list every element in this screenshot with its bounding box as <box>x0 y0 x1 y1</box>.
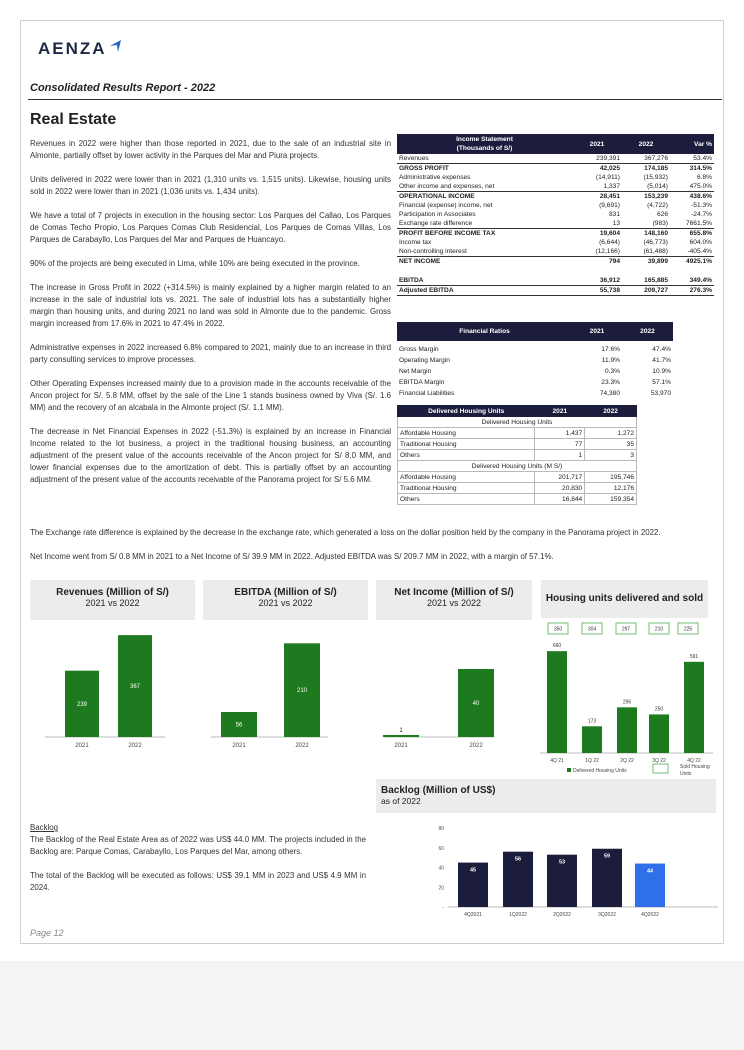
table-cell: 165,885 <box>644 277 668 284</box>
paragraph: We have a total of 7 projects in execution in the housing sector: Los Parques del Callao, Los Parques de Comas Techo Propio, Los Parques Comas Club Residencial, Los Parques de Comas Villas, Los Parques de Carabayllo, Los Parques del Mar and Parques de Huancayo. <box>30 211 391 244</box>
paragraph: The decrease in Net Financial Expenses in 2022 (-51.3%) is explained by an increase in Financial Income related to the lot business, a project in the traditional housing business, an accounting adjustment of the present value of the accounts receivable of the Ancon project for S/ 8.0 MM, and lower financial expenses due to the amortization of debt. This is partially offset by an accounting adjustment of the present value of the accounts receivable of the Panorama project for S/ 5.6 MM. <box>30 427 391 484</box>
tick-label: 4Q2022 <box>641 912 659 918</box>
legend-swatch <box>567 768 571 772</box>
data-label: 304 <box>587 626 597 633</box>
table-cell: 367,276 <box>644 155 668 162</box>
table-cell: 159,354 <box>585 494 637 505</box>
table-cell: 1 <box>535 450 585 461</box>
paragraph: Units delivered in 2022 were lower than in 2021 (1,310 units vs. 1,515 units). Likewise, housing units sold in 2022 were lower than in 2021 (1,036 units vs. 1,434 units). <box>30 175 391 196</box>
table-cell: GROSS PROFIT <box>397 164 572 174</box>
table-cell: 39,899 <box>622 257 670 267</box>
table-cell: 55,738 <box>572 286 622 296</box>
table-cell: 1,272 <box>585 428 637 439</box>
paragraph: The increase in Gross Profit in 2022 (+314.5%) is mainly explained by a higher margin related to an increase in the sale of industrial lots vs. 2021. The sale of industrial lots has a substantially higher margin than housing units, and during 2021 no land was sold in Almonte due to the pandemic. Gross margin increased from 17.6% in 2021 to 47.4% in 2022. <box>30 283 391 328</box>
table-row <box>397 154 714 164</box>
header-cell: Financial Ratios <box>397 322 572 341</box>
table-row <box>398 494 637 505</box>
data-label: 591 <box>689 653 699 660</box>
table-cell: 794 <box>572 257 622 267</box>
table-cell: Traditional Housing <box>398 483 535 494</box>
table-cell: 148,160 <box>622 229 670 239</box>
full-text-block <box>30 527 716 563</box>
delivered-units-table <box>397 405 637 505</box>
table-cell: 1,337 <box>603 183 620 190</box>
table-header <box>397 322 673 341</box>
table-cell: Affordable Housing <box>398 428 535 439</box>
table-cell: Administrative expenses <box>399 174 471 181</box>
housing-card <box>541 580 708 618</box>
sold-units-marker <box>649 623 669 634</box>
table-cell: 53,970 <box>650 390 671 397</box>
table-cell: 195,746 <box>585 472 637 483</box>
table-cell: 4925.1% <box>670 257 714 267</box>
y-tick-label: 40 <box>438 865 444 872</box>
header-cell <box>397 134 572 154</box>
table-row <box>397 164 714 174</box>
tick-label: 2022 <box>295 743 309 749</box>
legend-swatch <box>653 764 668 773</box>
left-text-column <box>30 138 391 486</box>
table-cell: 12,176 <box>585 483 637 494</box>
table-cell: Exchange rate difference <box>399 220 473 227</box>
table-cell: 314.5% <box>670 164 714 174</box>
y-tick-label: 60 <box>438 845 444 852</box>
financial-ratios-table <box>397 322 673 399</box>
table-row <box>398 472 637 483</box>
bar <box>649 714 669 753</box>
table-cell: -24.7% <box>691 211 712 218</box>
backlog-text <box>30 822 366 894</box>
tick-label: 4Q 22 <box>687 758 701 764</box>
table-cell: Revenues <box>399 155 429 162</box>
housing-chart <box>538 620 718 790</box>
table-cell: PROFIT BEFORE INCOME TAX <box>397 229 572 239</box>
bar <box>582 726 602 753</box>
table-cell: Operating Margin <box>399 357 450 364</box>
table-cell: Other income and expenses, net <box>399 183 495 190</box>
table-row <box>397 247 714 257</box>
table-cell: (6,644) <box>599 239 620 246</box>
table-cell: (4,722) <box>647 202 668 209</box>
table-row <box>397 366 673 377</box>
table-cell: Gross Margin <box>399 346 439 353</box>
card-title: Backlog (Million of US$) <box>381 785 496 796</box>
table-subheader <box>398 417 637 428</box>
table-row <box>397 201 714 210</box>
paragraph: Net Income went from S/ 0.8 MM in 2021 to a Net Income of S/ 39.9 MM in 2022. Adjusted EBITDA was S/ 209.7 MM in 2022, with a margin of 57.1%. <box>30 552 554 561</box>
tick-label: 2Q2022 <box>553 912 571 918</box>
y-tick-label: 20 <box>438 885 444 892</box>
table-cell: -51.3% <box>691 202 712 209</box>
revenues-card <box>30 580 195 620</box>
header-cell: Delivered Housing Units <box>398 406 535 417</box>
table-cell: 201,717 <box>535 472 585 483</box>
table-cell: Financial (expense) income, net <box>399 202 493 209</box>
table-cell: Others <box>398 450 535 461</box>
data-label: 250 <box>654 706 664 713</box>
income-statement-table <box>397 134 714 296</box>
table-row <box>397 210 714 219</box>
table-cell: (15,932) <box>643 174 668 181</box>
page-gap <box>0 961 744 1050</box>
card-title: Net Income (Million of S/) <box>394 587 514 598</box>
backlog-heading: Backlog <box>30 823 59 832</box>
data-label: 350 <box>553 626 563 633</box>
table-row <box>398 439 637 450</box>
header-divider <box>28 99 722 100</box>
data-label: 296 <box>622 699 632 706</box>
table-cell: 74,380 <box>599 390 620 397</box>
bar <box>383 735 419 737</box>
table-row <box>397 192 714 202</box>
table-cell: 16,844 <box>535 494 585 505</box>
tick-label: 2021 <box>394 743 408 749</box>
table-cell: Non-controlling interest <box>399 248 467 255</box>
table-cell: (46,773) <box>643 239 668 246</box>
table-cell: 349.4% <box>689 277 712 284</box>
header-cell: 2021 <box>572 322 622 341</box>
table-cell: 57.1% <box>652 379 671 386</box>
table-cell: NET INCOME <box>397 257 572 267</box>
card-subtitle: as of 2022 <box>381 796 421 806</box>
tick-label: 2Q 22 <box>620 758 634 764</box>
table-cell: Income tax <box>399 239 432 246</box>
revenues-chart <box>30 622 200 757</box>
table-cell: OPERATIONAL INCOME <box>397 192 572 202</box>
card-title: Revenues (Million of S/) <box>56 587 169 598</box>
tick-label: 3Q2022 <box>598 912 616 918</box>
table-cell: (9,691) <box>599 202 620 209</box>
table-header <box>398 406 637 417</box>
header-cell: 2021 <box>535 406 585 417</box>
table-row <box>397 276 714 286</box>
tick-label: 2021 <box>232 743 246 749</box>
report-title: Consolidated Results Report - 2022 <box>30 82 216 94</box>
table-cell: (14,911) <box>595 174 620 181</box>
table-cell: Net Margin <box>399 368 432 375</box>
table-cell: 153,239 <box>622 192 670 202</box>
table-cell: 209,727 <box>622 286 670 296</box>
paragraph: The Backlog of the Real Estate Area as of 2022 was US$ 44.0 MM. The projects included in the Backlog are: Parque Comas, Carabayllo, Los Parques del Mar, among others. <box>30 835 366 856</box>
table-row <box>397 229 714 239</box>
table-cell: EBITDA <box>399 277 424 284</box>
bar <box>684 662 704 753</box>
tick-label: 4Q 21 <box>550 758 564 764</box>
table-cell: (983) <box>652 220 668 227</box>
table-row <box>397 257 714 267</box>
table-row <box>397 182 714 192</box>
data-label: 225 <box>683 626 693 633</box>
table-cell: 19,604 <box>572 229 622 239</box>
table-cell: (5,014) <box>647 183 668 190</box>
backlog-card <box>376 779 716 813</box>
table-cell: 20,830 <box>535 483 585 494</box>
y-tick-label: 80 <box>438 826 444 832</box>
table-cell: 13 <box>612 220 620 227</box>
net-income-card <box>376 580 532 620</box>
table-cell: 47.4% <box>652 346 671 353</box>
table-cell: 626 <box>656 211 668 218</box>
table-header <box>397 134 714 154</box>
data-label: 1 <box>399 728 403 734</box>
table-row <box>397 344 673 355</box>
table-cell: 36,912 <box>599 277 620 284</box>
table-row <box>398 483 637 494</box>
table-row <box>397 238 714 247</box>
table-cell: Financial Liabilities <box>399 390 455 397</box>
header-cell: 2022 <box>585 406 637 417</box>
table-subheader <box>398 461 637 472</box>
paragraph: Administrative expenses in 2022 increased 6.8% compared to 2021, mainly due to an increase in third party consulting services to improve processes. <box>30 343 391 364</box>
data-label: 239 <box>76 701 88 708</box>
logo <box>38 39 123 59</box>
table-cell: 174,185 <box>622 164 670 174</box>
subheader-cell: Delivered Housing Units <box>398 417 637 428</box>
table-cell: 17.6% <box>601 346 620 353</box>
bar <box>547 651 567 753</box>
card-subtitle: 2021 vs 2022 <box>426 598 482 608</box>
table-cell: 28,451 <box>572 192 622 202</box>
tick-label: 2022 <box>128 743 142 749</box>
table-cell: -405.4% <box>687 248 712 255</box>
y-tick-label: - <box>442 905 444 911</box>
table-cell: Traditional Housing <box>398 439 535 450</box>
data-label: 367 <box>129 684 141 691</box>
header-cell: 2021 <box>572 134 622 154</box>
header-text: Income Statement <box>456 136 513 143</box>
table-cell: 35 <box>585 439 637 450</box>
tick-label: 3Q 22 <box>652 758 666 764</box>
table-cell: Others <box>398 494 535 505</box>
tick-label: 4Q2021 <box>464 912 482 918</box>
table-cell: 23.3% <box>601 379 620 386</box>
table-cell: Participation in Associates <box>399 211 476 218</box>
tick-label: 2021 <box>75 743 89 749</box>
data-label: 56 <box>514 856 522 863</box>
card-title: Housing units delivered and sold <box>545 593 704 604</box>
data-label: 56 <box>235 722 243 729</box>
table-cell: 438.6% <box>670 192 714 202</box>
data-label: 297 <box>621 626 631 633</box>
net-income-chart <box>376 622 536 757</box>
sold-units-marker <box>678 623 698 634</box>
card-subtitle: 2021 vs 2022 <box>258 598 313 608</box>
table-row <box>397 173 714 182</box>
subheader-cell: Delivered Housing Units (M S/) <box>398 461 637 472</box>
backlog-chart <box>420 820 720 920</box>
data-label: 40 <box>472 701 480 707</box>
table-cell: 276.3% <box>670 286 714 296</box>
legend-label: Sold Housing Units <box>680 764 710 777</box>
ebitda-chart <box>203 622 373 757</box>
table-cell: 0.3% <box>604 368 620 375</box>
logo-arrow-icon <box>109 39 123 53</box>
table-cell: Adjusted EBITDA <box>397 286 572 296</box>
tick-label: 1Q2022 <box>509 912 527 918</box>
table-cell: 41.7% <box>652 357 671 364</box>
card-subtitle: 2021 vs 2022 <box>85 598 140 608</box>
table-cell: (12,166) <box>595 248 620 255</box>
header-text: (Thousands of S/) <box>456 145 513 152</box>
bar <box>617 707 637 753</box>
table-cell: 6.8% <box>696 174 712 181</box>
table-row <box>397 355 673 366</box>
card-title: EBITDA (Million of S/) <box>234 587 337 598</box>
header-cell: 2022 <box>622 322 673 341</box>
tick-label: 2022 <box>469 743 483 749</box>
logo-text: AENZA <box>38 39 107 58</box>
table-cell: 239,391 <box>596 155 620 162</box>
paragraph: 90% of the projects are being executed in Lima, while 10% are being executed in the province. <box>30 259 360 268</box>
header-cell: Var % <box>670 134 714 154</box>
data-label: 210 <box>654 626 664 633</box>
data-label: 44 <box>646 868 654 875</box>
table-cell: 53.4% <box>693 155 712 162</box>
table-cell: 3 <box>585 450 637 461</box>
table-cell: Affordable Housing <box>398 472 535 483</box>
table-cell: 7661.5% <box>685 220 712 227</box>
paragraph: The Exchange rate difference is explained by the decrease in the exchange rate, which generated a loss on the dollar position held by the company in the Panorama project in 2022. <box>30 528 661 537</box>
table-cell: 1,437 <box>535 428 585 439</box>
table-row <box>397 219 714 229</box>
table-cell: 831 <box>608 211 620 218</box>
table-cell: EBITDA Margin <box>399 379 445 386</box>
legend-label: Delivered Housing Units <box>573 768 627 774</box>
table-row <box>398 428 637 439</box>
data-label: 173 <box>587 718 597 725</box>
data-label: 210 <box>296 688 308 695</box>
data-label: 45 <box>469 867 477 874</box>
table-cell: (61,488) <box>643 248 668 255</box>
table-cell: 475.0% <box>689 183 712 190</box>
header-cell: 2022 <box>622 134 670 154</box>
tick-label: 1Q 22 <box>585 758 599 764</box>
sold-units-marker <box>582 623 602 634</box>
table-cell: 42,025 <box>572 164 622 174</box>
table-cell: 655.8% <box>670 229 714 239</box>
data-label: 59 <box>603 853 611 860</box>
table-row <box>398 450 637 461</box>
table-cell: 10.9% <box>652 368 671 375</box>
table-cell: 604.0% <box>689 239 712 246</box>
sold-units-marker <box>548 623 568 634</box>
page-number: Page 12 <box>30 928 64 938</box>
table-row <box>397 377 673 388</box>
table-row <box>397 388 673 399</box>
paragraph: Revenues in 2022 were higher than those reported in 2021, due to the sale of an industrial site in Almonte, partially offset by lower activity in the Parques del Mar and Piura projects. <box>30 139 391 160</box>
sold-units-marker <box>616 623 636 634</box>
section-title: Real Estate <box>30 111 117 128</box>
table-cell: 77 <box>535 439 585 450</box>
paragraph: The total of the Backlog will be executed as follows: US$ 39.1 MM in 2023 and US$ 4.9 MM in 2024. <box>30 871 366 892</box>
data-label: 53 <box>558 859 566 866</box>
table-row <box>397 286 714 296</box>
ebitda-card <box>203 580 368 620</box>
table-cell: 11.9% <box>601 357 620 364</box>
paragraph: Other Operating Expenses increased mainly due to a provision made in the accounts receivable of the Ancon project for S/. 5.8 MM, offset by the sale of the Line 1 stands business owned by Viva (S/. 1.6 MM) and the recovery of an alcabala in the Almonte project (S/. 1.1 MM). <box>30 379 391 412</box>
data-label: 660 <box>552 643 562 650</box>
